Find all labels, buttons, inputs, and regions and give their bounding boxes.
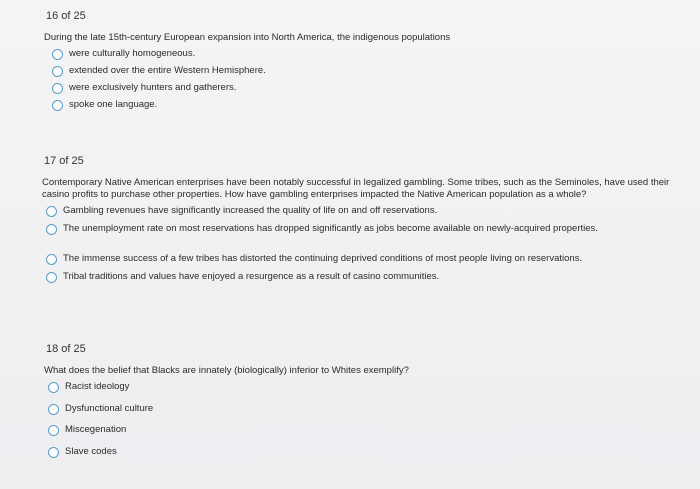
- answer-option[interactable]: [48, 403, 684, 425]
- answer-option[interactable]: [48, 424, 684, 446]
- answer-option[interactable]: [52, 48, 684, 65]
- radio-button[interactable]: [52, 49, 63, 60]
- answer-option[interactable]: [46, 253, 682, 271]
- answer-option[interactable]: [52, 99, 684, 116]
- answer-label[interactable]: spoke one language.: [69, 99, 158, 110]
- answer-label[interactable]: Miscegenation: [65, 424, 127, 435]
- question-number: 16 of 25: [46, 10, 86, 22]
- answer-options: [44, 381, 684, 467]
- radio-button[interactable]: [46, 224, 57, 235]
- question-number: 18 of 25: [46, 343, 86, 355]
- answer-option[interactable]: [48, 446, 684, 468]
- question-16: [44, 10, 684, 116]
- radio-button[interactable]: [48, 425, 59, 436]
- answer-options: [42, 205, 682, 289]
- answer-label[interactable]: Gambling revenues have significantly increased the quality of life on and off reservations.: [63, 205, 438, 216]
- answer-label[interactable]: The unemployment rate on most reservations has dropped significantly as jobs become available on newly-acquired properties.: [63, 223, 598, 234]
- answer-options: [44, 48, 684, 116]
- answer-label[interactable]: Racist ideology: [65, 381, 130, 392]
- question-text: Contemporary Native American enterprises have been notably successful in legalized gambling. Some tribes, such as the Seminoles, have used their casino profits to purchase other properties. How have gambling enterprises impacted the Native American population as a whole?: [42, 177, 670, 200]
- answer-label[interactable]: extended over the entire Western Hemisphere.: [69, 65, 266, 76]
- answer-option[interactable]: [46, 223, 682, 253]
- radio-button[interactable]: [52, 100, 63, 111]
- question-18: [44, 343, 684, 467]
- radio-button[interactable]: [46, 272, 57, 283]
- answer-label[interactable]: Slave codes: [65, 445, 117, 457]
- question-text: During the late 15th-century European expansion into North America, the indigenous populations: [44, 32, 451, 43]
- answer-option[interactable]: [52, 82, 684, 99]
- radio-button[interactable]: [52, 66, 63, 77]
- question-number: 17 of 25: [44, 155, 84, 167]
- question-text: What does the belief that Blacks are innately (biologically) inferior to Whites exemplify?: [44, 365, 409, 376]
- radio-button[interactable]: [46, 206, 57, 217]
- answer-option[interactable]: [52, 65, 684, 82]
- answer-label[interactable]: The immense success of a few tribes has distorted the continuing deprived conditions of most people living on reservations.: [63, 253, 583, 264]
- radio-button[interactable]: [48, 447, 59, 458]
- radio-button[interactable]: [48, 404, 59, 415]
- answer-label[interactable]: were culturally homogeneous.: [69, 48, 196, 59]
- answer-option[interactable]: [46, 271, 682, 289]
- answer-label[interactable]: were exclusively hunters and gatherers.: [69, 82, 237, 93]
- answer-option[interactable]: [46, 205, 682, 223]
- question-17: [42, 155, 682, 289]
- radio-button[interactable]: [46, 254, 57, 265]
- answer-label[interactable]: Tribal traditions and values have enjoyed a resurgence as a result of casino communities.: [63, 271, 440, 282]
- answer-label[interactable]: Dysfunctional culture: [65, 402, 154, 414]
- radio-button[interactable]: [52, 83, 63, 94]
- answer-option[interactable]: [48, 381, 684, 403]
- radio-button[interactable]: [48, 382, 59, 393]
